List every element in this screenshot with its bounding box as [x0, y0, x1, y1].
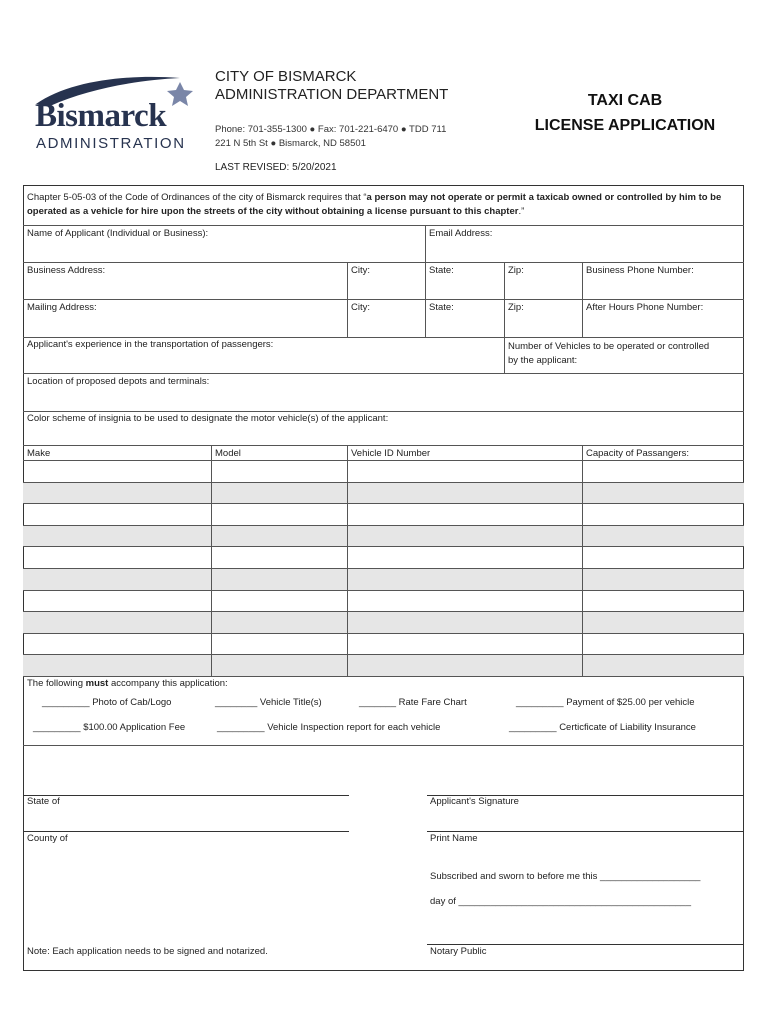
ordinance-suffix: .” [518, 206, 525, 217]
col-divider [425, 262, 426, 337]
req-photo[interactable]: _________ Photo of Cab/Logo [42, 697, 172, 708]
mailing-zip-field[interactable]: Zip: [508, 302, 524, 313]
county-of-field[interactable]: County of [27, 833, 68, 844]
depots-field[interactable]: Location of proposed depots and terminals: [27, 376, 210, 387]
ordinance-paragraph [27, 191, 739, 219]
address-line: 221 N 5th St ● Bismarck, ND 58501 [215, 138, 366, 149]
table-col-divider [347, 445, 348, 676]
table-row[interactable] [23, 546, 744, 568]
color-scheme-field[interactable]: Color scheme of insignia to be used to designate the motor vehicle(s) of the applicant: [27, 413, 389, 424]
bismarck-logo [30, 74, 208, 154]
row-divider [23, 262, 744, 263]
ordinance-prefix: Chapter 5-05-03 of the Code of Ordinances of the city of Bismarck requires that “ [27, 192, 367, 203]
mailing-address-field[interactable]: Mailing Address: [27, 302, 97, 313]
col-divider [582, 262, 583, 337]
row-divider [23, 411, 744, 412]
email-field[interactable]: Email Address: [429, 228, 493, 239]
print-name-field[interactable]: Print Name [430, 833, 478, 844]
table-col-divider [582, 445, 583, 676]
ordinance-quote: a person may not operate or permit a taxicab owned or controlled by him to be operated as a vehicle for hire upon the streets of the city without obtaining a license pursuant to this chapter [27, 192, 722, 217]
notarize-note: Note: Each application needs to be signed and notarized. [27, 946, 268, 957]
row-divider [23, 745, 744, 746]
city-name: CITY OF BISMARCK [215, 68, 357, 85]
req-application-fee[interactable]: _________ $100.00 Application Fee [33, 722, 186, 733]
form-title-line2: LICENSE APPLICATION [534, 117, 716, 134]
row-divider [23, 337, 744, 338]
table-row-divider [23, 503, 744, 504]
form-title-line1: TAXI CAB [587, 92, 663, 109]
vehicle-count-label-2: by the applicant: [508, 355, 578, 366]
table-row-divider [23, 568, 744, 569]
applicant-signature-field[interactable]: Applicant's Signature [430, 796, 519, 807]
notary-line [427, 944, 744, 945]
experience-field[interactable]: Applicant's experience in the transportation of passengers: [27, 339, 274, 350]
table-row-divider [23, 611, 744, 612]
table-row[interactable] [23, 654, 744, 676]
table-col-divider [211, 445, 212, 676]
row-divider [23, 299, 744, 300]
table-row[interactable] [23, 611, 744, 633]
req-liability-insurance[interactable]: _________ Certicficate of Liability Insurance [509, 722, 696, 733]
logo-subtitle: ADMINISTRATION [36, 135, 186, 152]
department-name: ADMINISTRATION DEPARTMENT [215, 86, 449, 103]
req-vehicle-title[interactable]: ________ Vehicle Title(s) [215, 697, 322, 708]
table-row-divider [23, 525, 744, 526]
req-payment[interactable]: _________ Payment of $25.00 per vehicle [516, 697, 695, 708]
col-header-make: Make [27, 448, 51, 459]
county-line [23, 831, 349, 832]
req-inspection-report[interactable]: _________ Vehicle Inspection report for each vehicle [217, 722, 441, 733]
req-intro-must: must [85, 678, 109, 689]
logo-word: Bismarck [35, 98, 167, 134]
table-row[interactable] [23, 503, 744, 525]
table-row-divider [23, 546, 744, 547]
table-row[interactable] [23, 590, 744, 612]
col-divider [425, 225, 426, 262]
after-hours-phone-field[interactable]: After Hours Phone Number: [586, 302, 704, 313]
row-divider [23, 676, 744, 677]
table-row[interactable] [23, 482, 744, 504]
vehicle-count-field[interactable] [508, 340, 709, 368]
req-intro-suffix: accompany this application: [108, 678, 228, 689]
subscribed-sworn-field[interactable]: Subscribed and sworn to before me this ___________________ [430, 871, 701, 882]
phone-line: Phone: 701-355-1300 ● Fax: 701-221-6470 ● TDD 711 [215, 124, 447, 135]
last-revised: LAST REVISED: 5/20/2021 [215, 162, 337, 173]
col-divider [347, 262, 348, 337]
table-row[interactable] [23, 568, 744, 590]
col-header-capacity: Capacity of Passangers: [586, 448, 689, 459]
table-row-divider [23, 590, 744, 591]
notary-public-field[interactable]: Notary Public [430, 946, 487, 957]
req-intro-prefix: The following [27, 678, 86, 689]
business-zip-field[interactable]: Zip: [508, 265, 524, 276]
row-divider [23, 373, 744, 374]
table-row[interactable] [23, 525, 744, 547]
col-divider [504, 262, 505, 373]
table-row-divider [23, 654, 744, 655]
table-row-divider [23, 460, 744, 461]
mailing-state-field[interactable]: State: [429, 302, 454, 313]
form-title [520, 88, 730, 138]
day-of-field[interactable]: day of ____________________________________________ [430, 896, 691, 907]
row-divider [23, 445, 744, 446]
applicant-name-field[interactable]: Name of Applicant (Individual or Business): [27, 228, 209, 239]
requirements-intro [27, 678, 228, 689]
print-name-line [427, 831, 744, 832]
business-address-field[interactable]: Business Address: [27, 265, 106, 276]
state-of-field[interactable]: State of [27, 796, 60, 807]
table-row[interactable] [23, 460, 744, 482]
col-header-vin: Vehicle ID Number [351, 448, 431, 459]
mailing-city-field[interactable]: City: [351, 302, 370, 313]
row-divider [23, 225, 744, 226]
req-rate-chart[interactable]: _______ Rate Fare Chart [359, 697, 467, 708]
department-heading [215, 68, 448, 104]
vehicle-count-label-1: Number of Vehicles to be operated or controlled [508, 341, 710, 352]
table-row-divider [23, 633, 744, 634]
business-city-field[interactable]: City: [351, 265, 370, 276]
business-state-field[interactable]: State: [429, 265, 454, 276]
table-row[interactable] [23, 633, 744, 655]
col-header-model: Model [215, 448, 241, 459]
contact-info [215, 123, 446, 151]
table-row-divider [23, 482, 744, 483]
business-phone-field[interactable]: Business Phone Number: [586, 265, 694, 276]
state-line [23, 795, 349, 796]
